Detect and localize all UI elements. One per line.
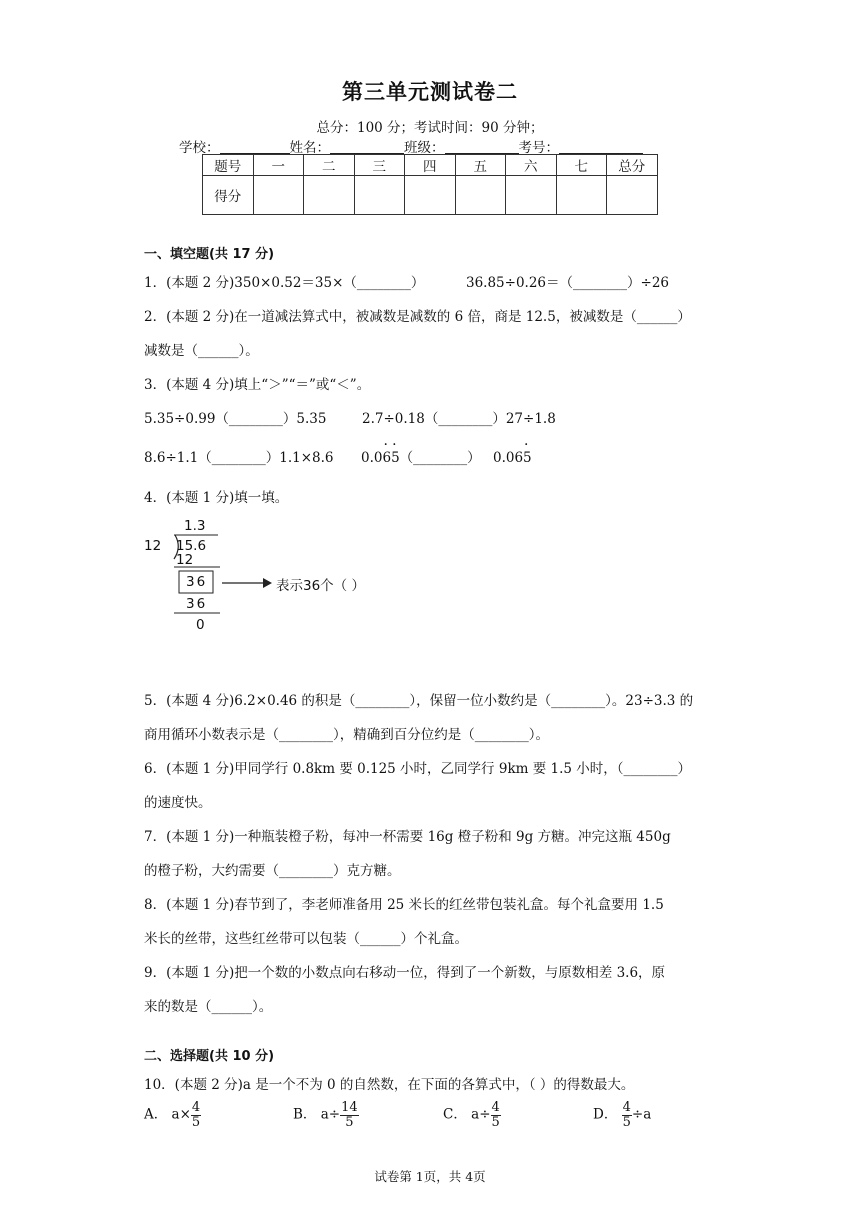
option-d[interactable] [593, 1101, 651, 1129]
page-title: 第三单元测试卷二 [342, 80, 518, 104]
division-step: 36 [186, 596, 208, 612]
blank: （________） [399, 450, 481, 466]
score-header: 四 [405, 155, 456, 176]
option-b-label: B． [293, 1106, 317, 1123]
score-header: 题号 [203, 155, 254, 176]
option-a-label: A． [144, 1106, 168, 1123]
option-c-label: C． [443, 1106, 467, 1123]
digit: 0 [361, 450, 370, 466]
division-note: 表示36个（ ） [276, 578, 365, 594]
score-header: 五 [455, 155, 506, 176]
score-cell[interactable] [304, 176, 355, 215]
question-3-item-2: 2.7÷0.18（________）27÷1.8 [362, 411, 556, 427]
question-8-line1: 8．(本题 1 分)春节到了，李老师准备用 25 米长的红丝带包装礼盒。每个礼盒要用 1.5 [144, 897, 664, 913]
score-header: 六 [506, 155, 557, 176]
fraction: $\frac{4}{5}$ [622, 1100, 631, 1130]
score-row-label: 得分 [203, 176, 254, 215]
score-cell[interactable] [506, 176, 557, 215]
option-c-expr: a÷ [471, 1106, 491, 1123]
class-label: 班级： [404, 140, 445, 156]
digit: . [501, 450, 506, 466]
score-cell[interactable] [354, 176, 405, 215]
digit: 6 [514, 450, 524, 466]
question-5-line2: 商用循环小数表示是（________），精确到百分位约是（________）。 [144, 727, 549, 743]
section-fill-blank-heading: 一、填空题(共 17 分) [144, 247, 275, 262]
number-field[interactable] [559, 139, 643, 154]
question-9-line1: 9．(本题 1 分)把一个数的小数点向右移动一位，得到了一个新数，与原数相差 3.6，原 [144, 965, 666, 981]
page-footer: 试卷第 1页，共 4页 [374, 1169, 486, 1184]
question-3-item-1: 5.35÷0.99（________）5.35 [144, 411, 327, 427]
digit: 6 · [382, 450, 391, 466]
repeating-decimal-right [493, 450, 532, 466]
school-label: 学校： [179, 140, 220, 156]
section-choice-heading: 二、选择题(共 10 分) [144, 1049, 275, 1064]
question-3-item-4 [361, 446, 532, 466]
score-header: 二 [304, 155, 355, 176]
digit: 5 · [523, 450, 532, 466]
score-header: 七 [556, 155, 607, 176]
fraction: $\frac{4}{5}$ [191, 1100, 201, 1130]
score-cell[interactable] [455, 176, 506, 215]
question-9-line2: 来的数是（______）。 [144, 999, 273, 1015]
option-b[interactable] [293, 1101, 359, 1129]
repeating-decimal-left [361, 450, 400, 466]
division-remainder: 0 [196, 617, 205, 633]
question-8-line2: 米长的丝带，这些红丝带可以包装（______）个礼盒。 [144, 931, 468, 947]
question-3-prompt: 3．(本题 4 分)填上“＞”“＝”或“＜”。 [144, 377, 371, 393]
digit: 0 [373, 450, 383, 466]
division-step: 12 [176, 552, 194, 568]
question-10-prompt: 10．(本题 2 分)a 是一个不为 0 的自然数，在下面的各算式中，（ ）的得数最大。 [144, 1077, 635, 1093]
option-c[interactable] [443, 1101, 501, 1129]
option-a[interactable] [144, 1101, 201, 1129]
division-lines [144, 516, 404, 636]
question-3-item-3: 8.6÷1.1（________）1.1×8.6 [144, 450, 334, 466]
number-label: 考号： [518, 140, 559, 156]
question-1a: 1．(本题 2 分)350×0.52＝35×（________） [144, 275, 425, 291]
question-7-line1: 7．(本题 1 分)一种瓶装橙子粉，每冲一杯需要 16g 橙子粉和 9g 方糖。冲完这瓶 450g [144, 829, 671, 845]
score-cell[interactable] [405, 176, 456, 215]
question-1b: 36.85÷0.26＝（________）÷26 [466, 275, 670, 291]
school-field[interactable] [220, 139, 290, 154]
fraction: $\frac{4}{5}$ [491, 1100, 500, 1130]
fraction: $\frac{14}{5}$ [341, 1100, 358, 1130]
score-cell[interactable] [556, 176, 607, 215]
division-dividend: 15.6 [176, 538, 207, 554]
question-7-line2: 的橙子粉，大约需要（________）克方糖。 [144, 863, 401, 879]
digit: . [369, 450, 374, 466]
score-header: 总分 [607, 155, 658, 176]
name-field[interactable] [330, 139, 404, 154]
long-division-figure [144, 516, 404, 636]
question-5-line1: 5．(本题 4 分)6.2×0.46 的积是（________），保留一位小数约是（________）。23÷3.3 的 [144, 693, 694, 709]
exam-subtitle: 总分：100 分；考试时间：90 分钟； [316, 120, 544, 136]
question-2-line2: 减数是（______）。 [144, 343, 259, 359]
division-divisor: 12 [144, 538, 162, 554]
option-a-expr: a× [171, 1106, 191, 1123]
digit: 0 [505, 450, 515, 466]
question-4-prompt: 4．(本题 1 分)填一填。 [144, 490, 289, 506]
class-field[interactable] [445, 139, 519, 154]
question-6-line1: 6．(本题 1 分)甲同学行 0.8km 要 0.125 小时，乙同学行 9km 要 1.5 小时，（________） [144, 761, 692, 777]
score-table [202, 154, 658, 215]
score-header: 三 [354, 155, 405, 176]
option-d-label: D． [593, 1106, 618, 1123]
name-label: 姓名： [289, 140, 330, 156]
question-2-line1: 2．(本题 2 分)在一道减法算式中，被减数是减数的 6 倍，商是 12.5，被减数是（______） [144, 309, 691, 325]
division-quotient: 1.3 [184, 518, 206, 534]
score-header: 一 [253, 155, 304, 176]
score-cell[interactable] [253, 176, 304, 215]
score-cell[interactable] [607, 176, 658, 215]
digit: 0 [492, 450, 502, 466]
division-step: 36 [186, 574, 208, 590]
student-info-line [179, 136, 643, 156]
digit: 5 · [391, 450, 400, 466]
option-d-expr: ÷a [631, 1106, 652, 1123]
option-b-expr: a÷ [320, 1106, 341, 1123]
question-6-line2: 的速度快。 [144, 795, 212, 811]
